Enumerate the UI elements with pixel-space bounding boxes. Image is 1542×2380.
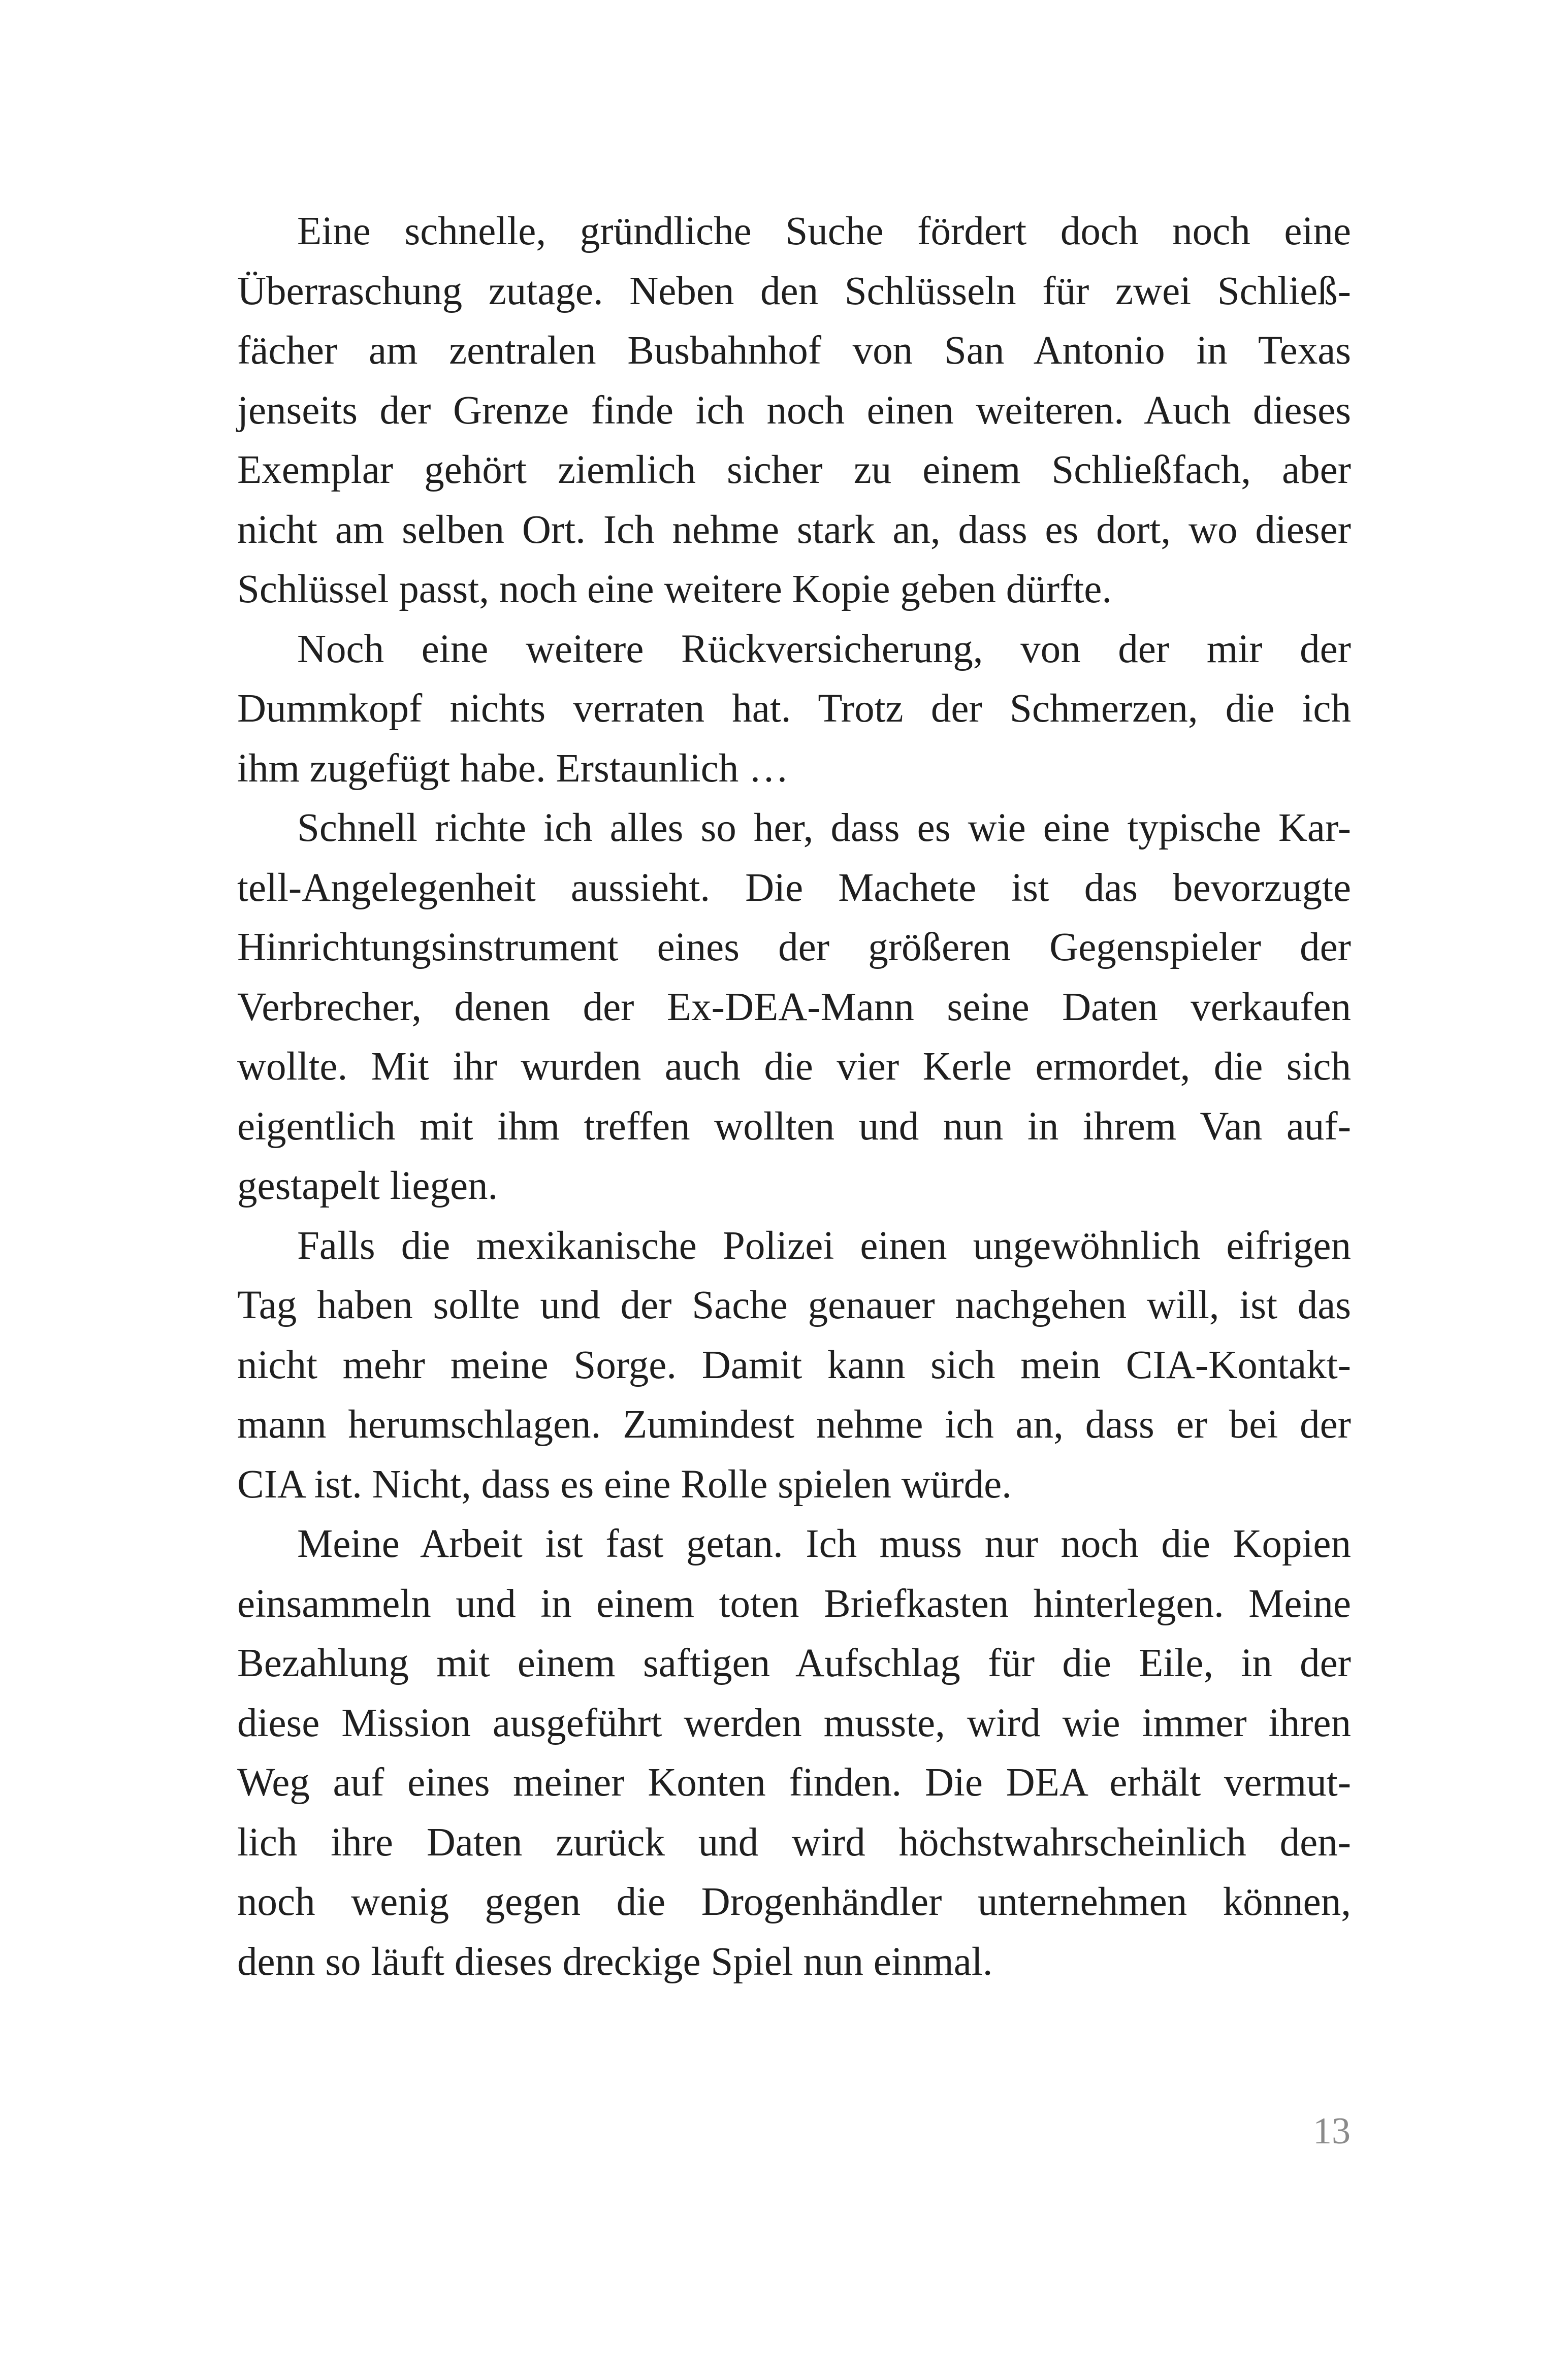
text-line: denn so läuft dieses dreckige Spiel nun einmal. [237, 1939, 993, 1984]
text-line: Schlüssel passt, noch eine weitere Kopie geben dürfte. [237, 567, 1112, 611]
text-line: Weg auf eines meiner Konten finden. Die DEA erhält vermut- [237, 1760, 1351, 1805]
text-line: Exemplar gehört ziemlich sicher zu einem Schließfach, aber [237, 448, 1351, 492]
text-line: nicht am selben Ort. Ich nehme stark an, dass es dort, wo dieser [237, 507, 1351, 552]
text-line: Verbrecher, denen der Ex-DEA-Mann seine Daten verkaufen [237, 985, 1351, 1029]
text-line: wollte. Mit ihr wurden auch die vier Kerle ermordet, die sich [237, 1045, 1351, 1089]
text-line: gestapelt liegen. [237, 1164, 498, 1208]
text-line: einsammeln und in einem toten Briefkasten hinterlegen. Meine [237, 1581, 1351, 1626]
text-line: Tag haben sollte und der Sache genauer nachgehen will, ist das [237, 1283, 1351, 1327]
text-line: noch wenig gegen die Drogenhändler unternehmen können, [237, 1880, 1351, 1924]
text-line: mann herumschlagen. Zumindest nehme ich an, dass er bei der [237, 1403, 1351, 1447]
text-line: eigentlich mit ihm treffen wollten und nun in ihrem Van auf- [237, 1104, 1351, 1149]
text-line: jenseits der Grenze finde ich noch einen weiteren. Auch dieses [237, 388, 1351, 433]
text-line: Bezahlung mit einem saftigen Aufschlag für die Eile, in der [237, 1641, 1351, 1685]
text-line: Eine schnelle, gründliche Suche fördert doch noch eine [297, 209, 1351, 253]
text-line: diese Mission ausgeführt werden musste, wird wie immer ihren [237, 1701, 1351, 1745]
body-text [237, 202, 1351, 1992]
text-line: fächer am zentralen Busbahnhof von San Antonio in Texas [237, 329, 1351, 373]
text-line: tell-Angelegenheit aussieht. Die Machete ist das bevorzugte [237, 865, 1351, 910]
text-line: Dummkopf nichts verraten hat. Trotz der Schmerzen, die ich [237, 687, 1351, 731]
text-line: Noch eine weitere Rückversicherung, von der mir der [297, 627, 1351, 671]
text-line: Falls die mexikanische Polizei einen ungewöhnlich eifrigen [297, 1223, 1351, 1268]
text-line: Überraschung zutage. Neben den Schlüsseln für zwei Schließ- [237, 269, 1351, 313]
text-line: lich ihre Daten zurück und wird höchstwahrscheinlich den- [237, 1820, 1351, 1865]
text-line: nicht mehr meine Sorge. Damit kann sich mein CIA-Kontakt- [237, 1343, 1351, 1387]
text-line: Meine Arbeit ist fast getan. Ich muss nur noch die Kopien [297, 1522, 1351, 1566]
text-line: ihm zugefügt habe. Erstaunlich … [237, 746, 789, 791]
page-number: 13 [1313, 2110, 1351, 2152]
text-line: Hinrichtungsinstrument eines der größeren Gegenspieler der [237, 925, 1351, 969]
text-line: Schnell richte ich alles so her, dass es wie eine typische Kar- [297, 806, 1351, 850]
text-line: CIA ist. Nicht, dass es eine Rolle spielen würde. [237, 1462, 1012, 1507]
